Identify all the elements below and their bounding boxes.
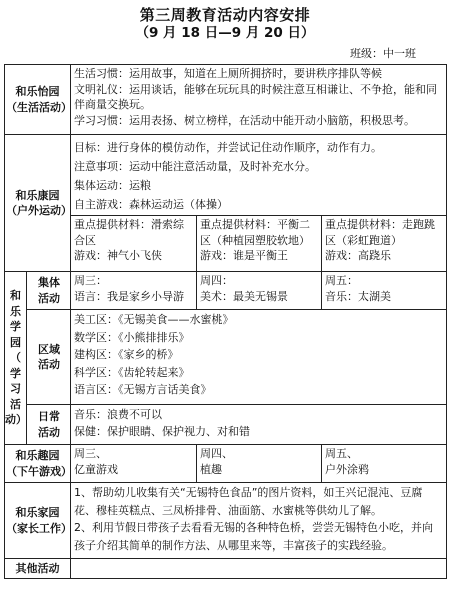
daily-activity-header: 日常 活动 bbox=[27, 405, 71, 445]
afternoon-day-cell: 周五、 户外涂鸦 bbox=[322, 445, 447, 483]
home-content bbox=[71, 483, 447, 559]
outdoor-content bbox=[71, 135, 447, 216]
group-day-cell: 周五： 音乐：太湖美 bbox=[322, 272, 447, 310]
afternoon-day-cell: 周四、 植趣 bbox=[197, 445, 322, 483]
area-line: 数学区：《小熊排排乐》 bbox=[74, 330, 190, 344]
area-line: 建构区：《家乡的桥》 bbox=[74, 348, 179, 361]
date-range: （9 月 18 日—9 月 20 日） bbox=[135, 25, 315, 41]
life-line: 文明礼仪：运用谈话，能够在玩玩具的时候注意互相谦让、不争抢，能和同 bbox=[74, 82, 437, 96]
outdoor-zone: 重点提供材料：走跑跳 区（彩虹跑道） 游戏：高跷乐 bbox=[322, 216, 447, 272]
other-header: 其他活动 bbox=[5, 559, 71, 579]
afternoon-header: 和乐趣园 （下午游戏） bbox=[5, 445, 71, 483]
row-life bbox=[5, 65, 447, 135]
life-content bbox=[71, 65, 447, 135]
row-learning-daily bbox=[5, 405, 447, 445]
home-line: 1、帮助幼儿收集有关“无锡特色食品”的图片资料，如王兴记混沌、豆腐 bbox=[74, 486, 423, 499]
class-label: 班级：中一班 bbox=[350, 47, 416, 60]
area-line: 科学区：《齿轮转起来》 bbox=[74, 365, 190, 379]
row-outdoor bbox=[5, 135, 447, 216]
afternoon-day-cell: 周三、 亿童游戏 bbox=[71, 445, 197, 483]
area-activity-header: 区域 活动 bbox=[27, 310, 71, 405]
life-line: 生活习惯：运用故事，知道在上厕所拥挤时，要讲秩序排队等候 bbox=[74, 67, 382, 80]
area-line: 美工区：《无锡美食——水蜜桃》 bbox=[74, 313, 234, 326]
page-title: 第三周教育活动内容安排 bbox=[139, 6, 311, 24]
life-line: 学习习惯：运用表扬、树立榜样，在活动中能开动小脑筋，积极思考。 bbox=[74, 113, 415, 127]
group-day-cell: 周四： 美术：最美无锡景 bbox=[197, 272, 322, 310]
home-line: 孩子介绍其简单的制作方法、从哪里来等，丰富孩子的实践经验。 bbox=[74, 538, 393, 552]
home-line: 花、穆桂英糕点、三凤桥排骨、油面筋、水蜜桃等供幼儿了解。 bbox=[74, 503, 382, 517]
outdoor-line: 注意事项：运动中能注意活动量，及时补充水分。 bbox=[74, 160, 316, 173]
group-activity-header: 集体 活动 bbox=[27, 272, 71, 310]
daily-content bbox=[71, 405, 447, 445]
other-content bbox=[71, 559, 447, 579]
life-line: 伴商量交换玩。 bbox=[74, 98, 151, 111]
row-home bbox=[5, 483, 447, 559]
daily-line: 音乐：浪费不可以 bbox=[74, 408, 162, 421]
outdoor-line: 目标：进行身体的模仿动作，并尝试记住动作顺序，动作有力。 bbox=[74, 141, 382, 154]
outdoor-zone: 重点提供材料：滑索综 合区 游戏：神气小飞侠 bbox=[71, 216, 197, 272]
daily-line: 保健：保护眼睛、保护视力、对和错 bbox=[74, 425, 250, 438]
learning-header: 和 乐 学 园 （ 学 习 活 动） bbox=[5, 272, 27, 445]
outdoor-header: 和乐康园 （户外运动） bbox=[5, 135, 71, 272]
area-content bbox=[71, 310, 447, 405]
row-other bbox=[5, 559, 447, 579]
outdoor-line: 自主游戏：森林运动运（体操） bbox=[74, 198, 228, 211]
life-header: 和乐怡园 （生活活动） bbox=[5, 65, 71, 135]
group-day-cell: 周三： 语言：我是家乡小导游 bbox=[71, 272, 197, 310]
row-learning-group bbox=[5, 272, 447, 310]
home-header: 和乐家园 （家长工作） bbox=[5, 483, 71, 559]
area-line: 语言区：《无锡方言话美食》 bbox=[74, 383, 212, 396]
row-learning-area bbox=[5, 310, 447, 405]
schedule-table bbox=[4, 64, 447, 579]
row-afternoon bbox=[5, 445, 447, 483]
row-outdoor-zones bbox=[5, 216, 447, 272]
home-line: 2、利用节假日带孩子去看看无锡的各种特色桥，尝尝无锡特色小吃，并向 bbox=[74, 521, 433, 534]
outdoor-line: 集体运动：运粮 bbox=[74, 179, 151, 192]
outdoor-zone: 重点提供材料：平衡二 区（种植园塑胶软地） 游戏：谁是平衡王 bbox=[197, 216, 322, 272]
